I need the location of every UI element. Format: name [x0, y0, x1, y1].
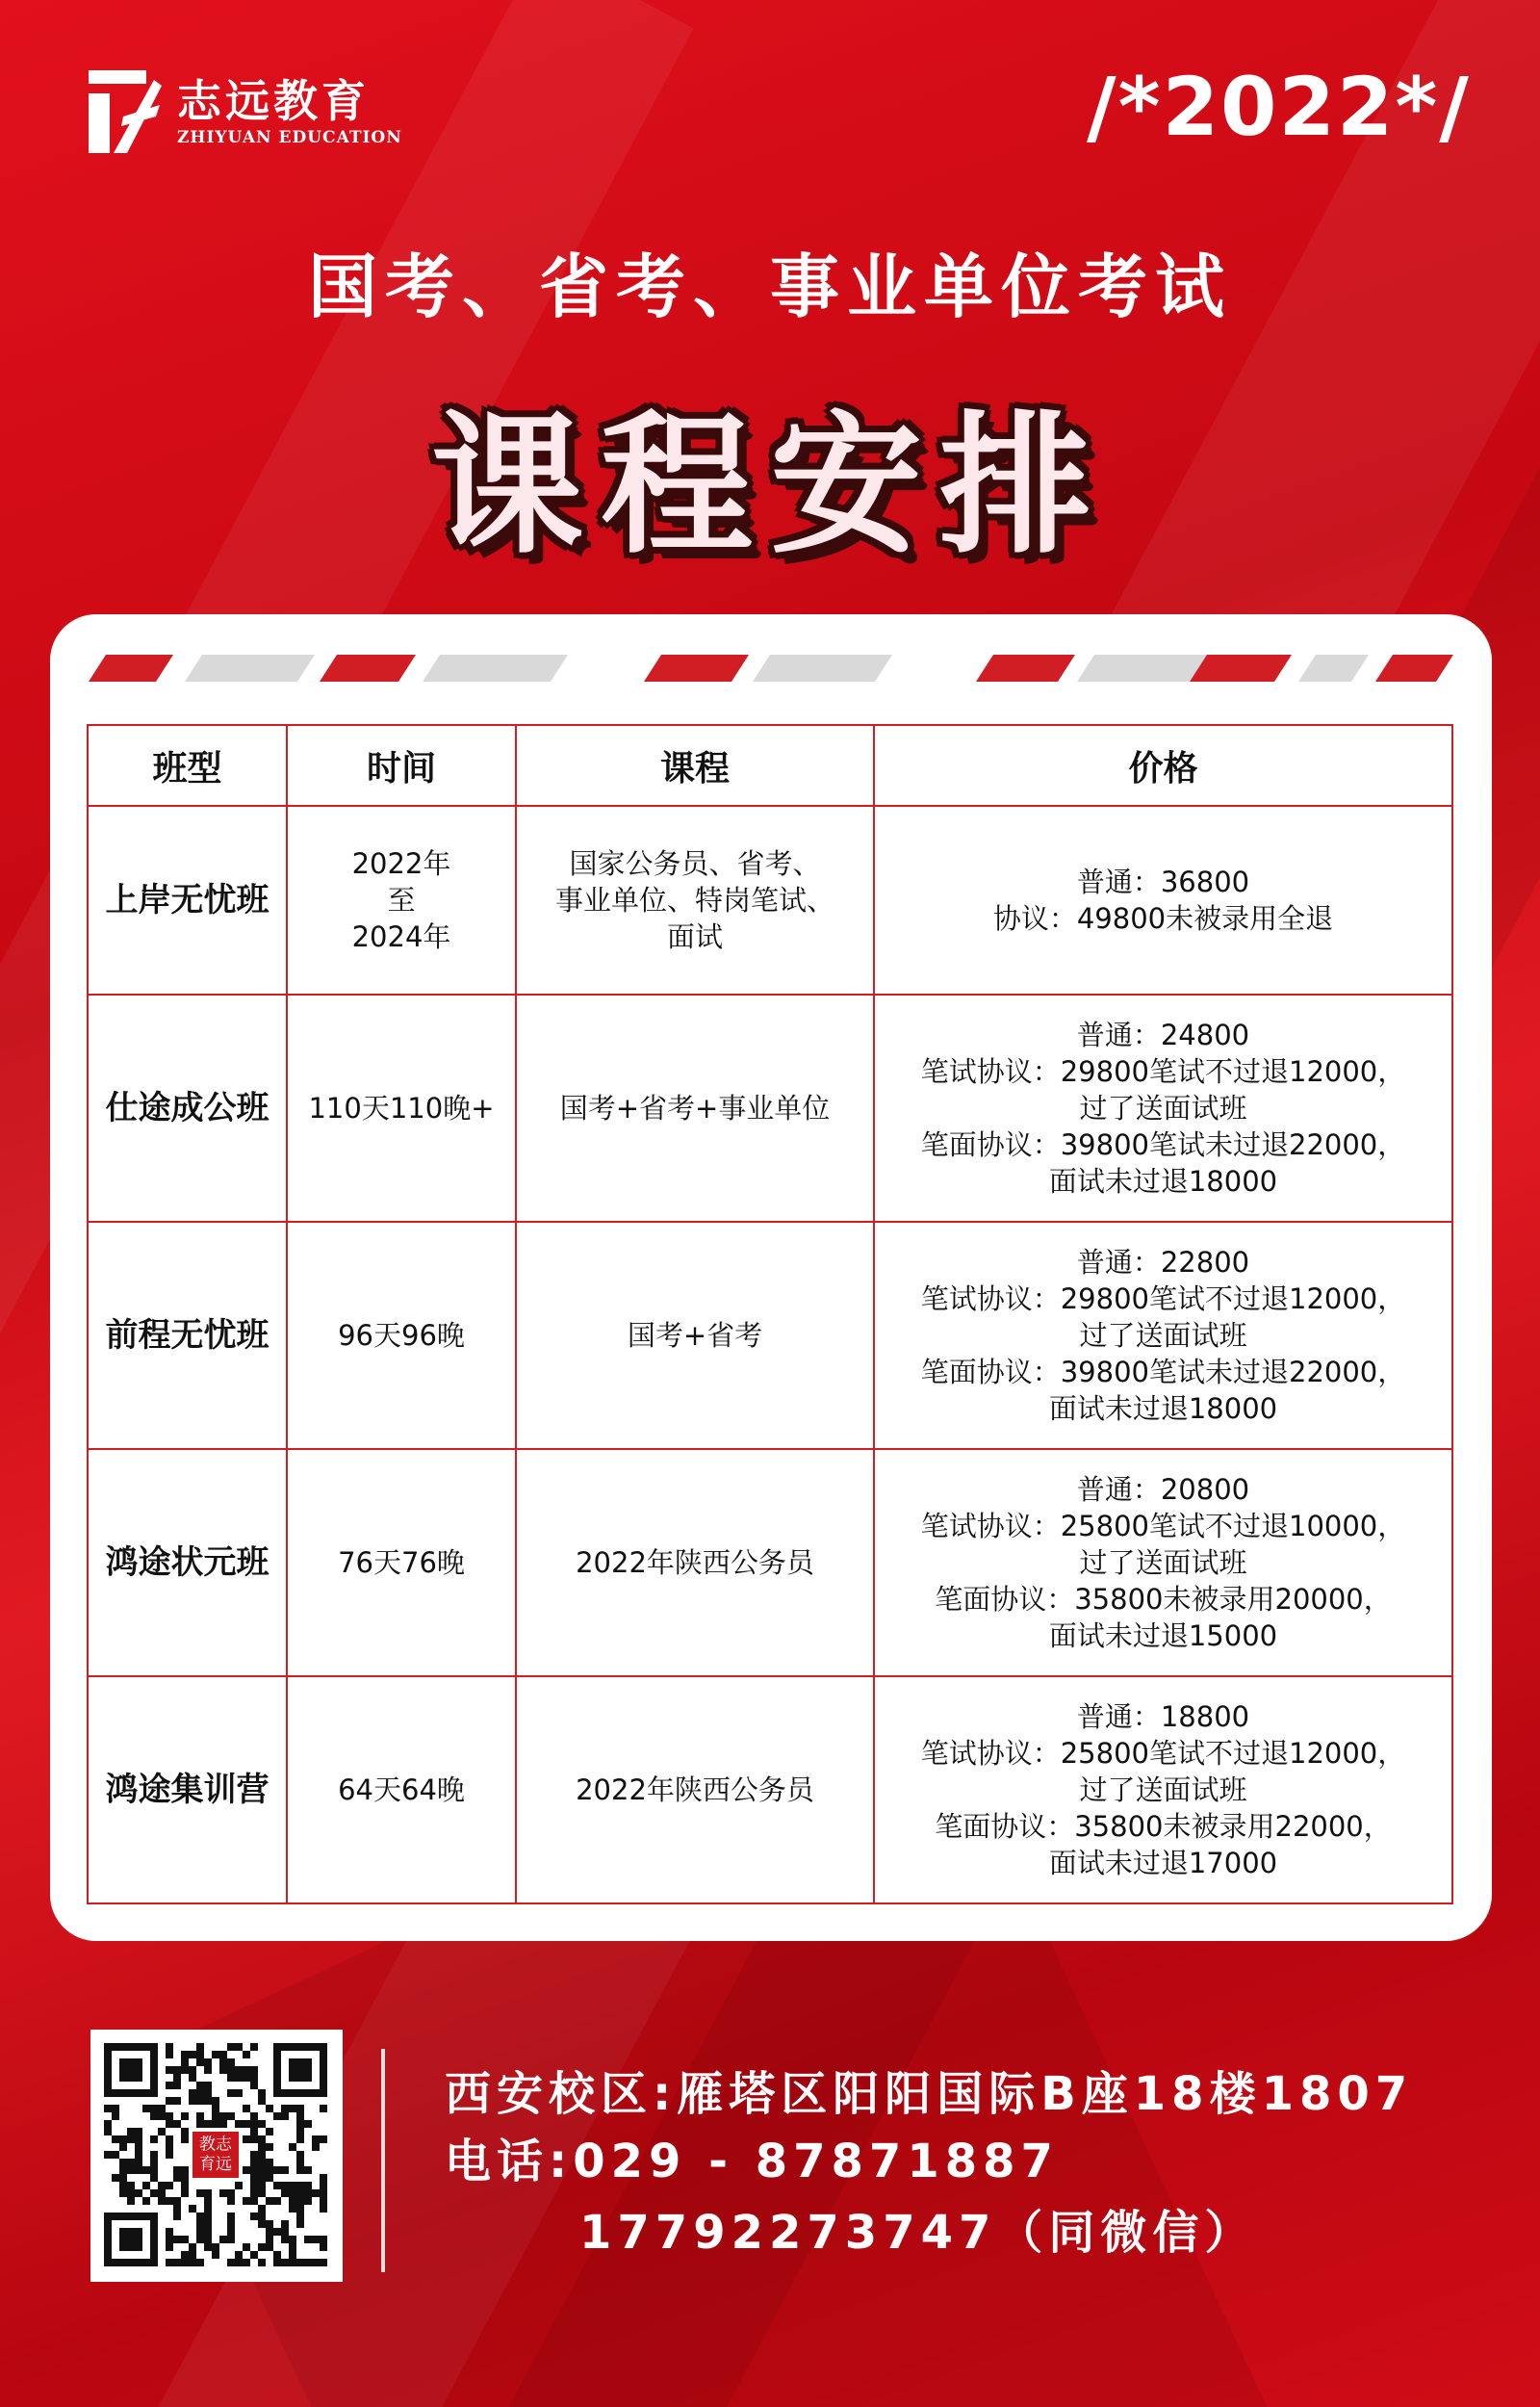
schedule-card: [50, 614, 1492, 1941]
price-cell-line: 普通：20800: [1076, 1473, 1250, 1506]
page-subtitle: 国考、省考、事业单位考试: [307, 246, 1232, 327]
price-cell-line: 协议：49800未被录用全退: [992, 902, 1334, 935]
price-cell-line: 笔试协议：25800笔试不过退10000，: [920, 1510, 1406, 1542]
class-cell: 鸿途集训营: [88, 1676, 287, 1903]
price-cell: [874, 995, 1452, 1222]
price-cell: [874, 1222, 1452, 1449]
price-cell: [874, 1449, 1452, 1676]
course-cell-line: 面试: [666, 920, 723, 953]
course-cell-line: 国家公务员、省考、: [569, 847, 821, 880]
price-cell-line: 面试未过退17000: [1048, 1847, 1278, 1879]
table-row: [88, 806, 1452, 995]
time-cell-line: 2022年: [351, 847, 451, 880]
price-cell: [874, 1676, 1452, 1903]
price-cell-line: 过了送面试班: [1079, 1319, 1247, 1352]
time-cell: [287, 806, 516, 995]
brand-logo: [85, 64, 402, 160]
class-cell: 鸿途状元班: [88, 1449, 287, 1676]
price-cell-line: 普通：22800: [1076, 1246, 1250, 1279]
time-cell: [287, 1676, 516, 1903]
time-cell: [287, 995, 516, 1222]
price-cell-line: 过了送面试班: [1079, 1092, 1247, 1125]
mobile-text: 17792273747（同微信）: [579, 2206, 1257, 2260]
price-cell-line: 笔试协议：29800笔试不过退12000，: [920, 1055, 1406, 1088]
brand-name: 志远教育: [177, 75, 370, 127]
price-cell-line: 笔面协议：39800笔试未过退22000，: [920, 1128, 1406, 1161]
time-cell-line: 64天64晚: [338, 1773, 465, 1806]
price-cell-line: 普通：24800: [1076, 1019, 1250, 1051]
price-cell-line: 面试未过退18000: [1048, 1165, 1278, 1198]
decorative-stripes: [89, 655, 1453, 682]
time-cell: [287, 1222, 516, 1449]
price-cell-line: 普通：18800: [1076, 1700, 1250, 1733]
course-cell-line: 国考+省考+事业单位: [559, 1092, 831, 1125]
class-cell: 仕途成公班: [88, 995, 287, 1222]
time-cell-line: 2024年: [351, 920, 451, 953]
qr-code: [90, 2030, 343, 2282]
course-cell-line: 事业单位、特岗笔试、: [554, 884, 834, 917]
time-cell-line: 96天96晚: [338, 1319, 465, 1352]
course-cell: [516, 995, 874, 1222]
year-badge: /*2022*/: [1086, 60, 1471, 154]
logo-icon: [85, 66, 164, 157]
course-cell-line: 2022年陕西公务员: [576, 1546, 814, 1579]
table-row: [88, 995, 1452, 1222]
class-cell: 前程无忧班: [88, 1222, 287, 1449]
course-cell: [516, 1222, 874, 1449]
address-text: 西安校区:雁塔区阳阳国际B座18楼1807: [445, 2067, 1414, 2121]
course-cell: [516, 1449, 874, 1676]
header-time: 时间: [287, 725, 516, 806]
phone-text: 电话:029 - 87871887: [445, 2135, 1059, 2188]
price-cell-line: 过了送面试班: [1079, 1546, 1247, 1579]
price-cell-line: 过了送面试班: [1079, 1773, 1247, 1806]
price-cell-line: 普通：36800: [1076, 866, 1250, 898]
time-cell-line: 110天110晚+: [308, 1092, 495, 1125]
header-course: 课程: [516, 725, 874, 806]
qr-badge-text: 教志: [199, 2135, 232, 2155]
course-cell: [516, 1676, 874, 1903]
price-cell-line: 面试未过退18000: [1048, 1392, 1278, 1425]
time-cell-line: 76天76晚: [338, 1546, 465, 1579]
schedule-table: [87, 724, 1453, 1904]
header-price: 价格: [874, 725, 1452, 806]
price-cell-line: 笔试协议：25800笔试不过退12000，: [920, 1737, 1406, 1770]
price-cell: [874, 806, 1452, 995]
qr-badge-text: 育远: [199, 2155, 232, 2175]
table-header-row: [88, 725, 1452, 806]
table-row: [88, 1676, 1452, 1903]
price-cell-line: 面试未过退15000: [1048, 1619, 1278, 1652]
header-class: 班型: [88, 725, 287, 806]
divider-line: [381, 2049, 385, 2272]
time-cell: [287, 1449, 516, 1676]
time-cell-line: 至: [387, 884, 416, 917]
class-cell: 上岸无忧班: [88, 806, 287, 995]
table-row: [88, 1222, 1452, 1449]
course-cell-line: 国考+省考: [627, 1319, 763, 1352]
price-cell-line: 笔试协议：29800笔试不过退12000，: [920, 1282, 1406, 1315]
price-cell-line: 笔面协议：35800未被录用20000，: [935, 1583, 1392, 1616]
course-cell-line: 2022年陕西公务员: [576, 1773, 814, 1806]
page-title: 课程安排: [431, 398, 1109, 575]
course-cell: [516, 806, 874, 995]
price-cell-line: 笔面协议：35800未被录用22000，: [935, 1810, 1392, 1843]
table-row: [88, 1449, 1452, 1676]
brand-name-en: ZHIYUAN EDUCATION: [177, 128, 402, 147]
price-cell-line: 笔面协议：39800笔试未过退22000，: [920, 1356, 1406, 1388]
